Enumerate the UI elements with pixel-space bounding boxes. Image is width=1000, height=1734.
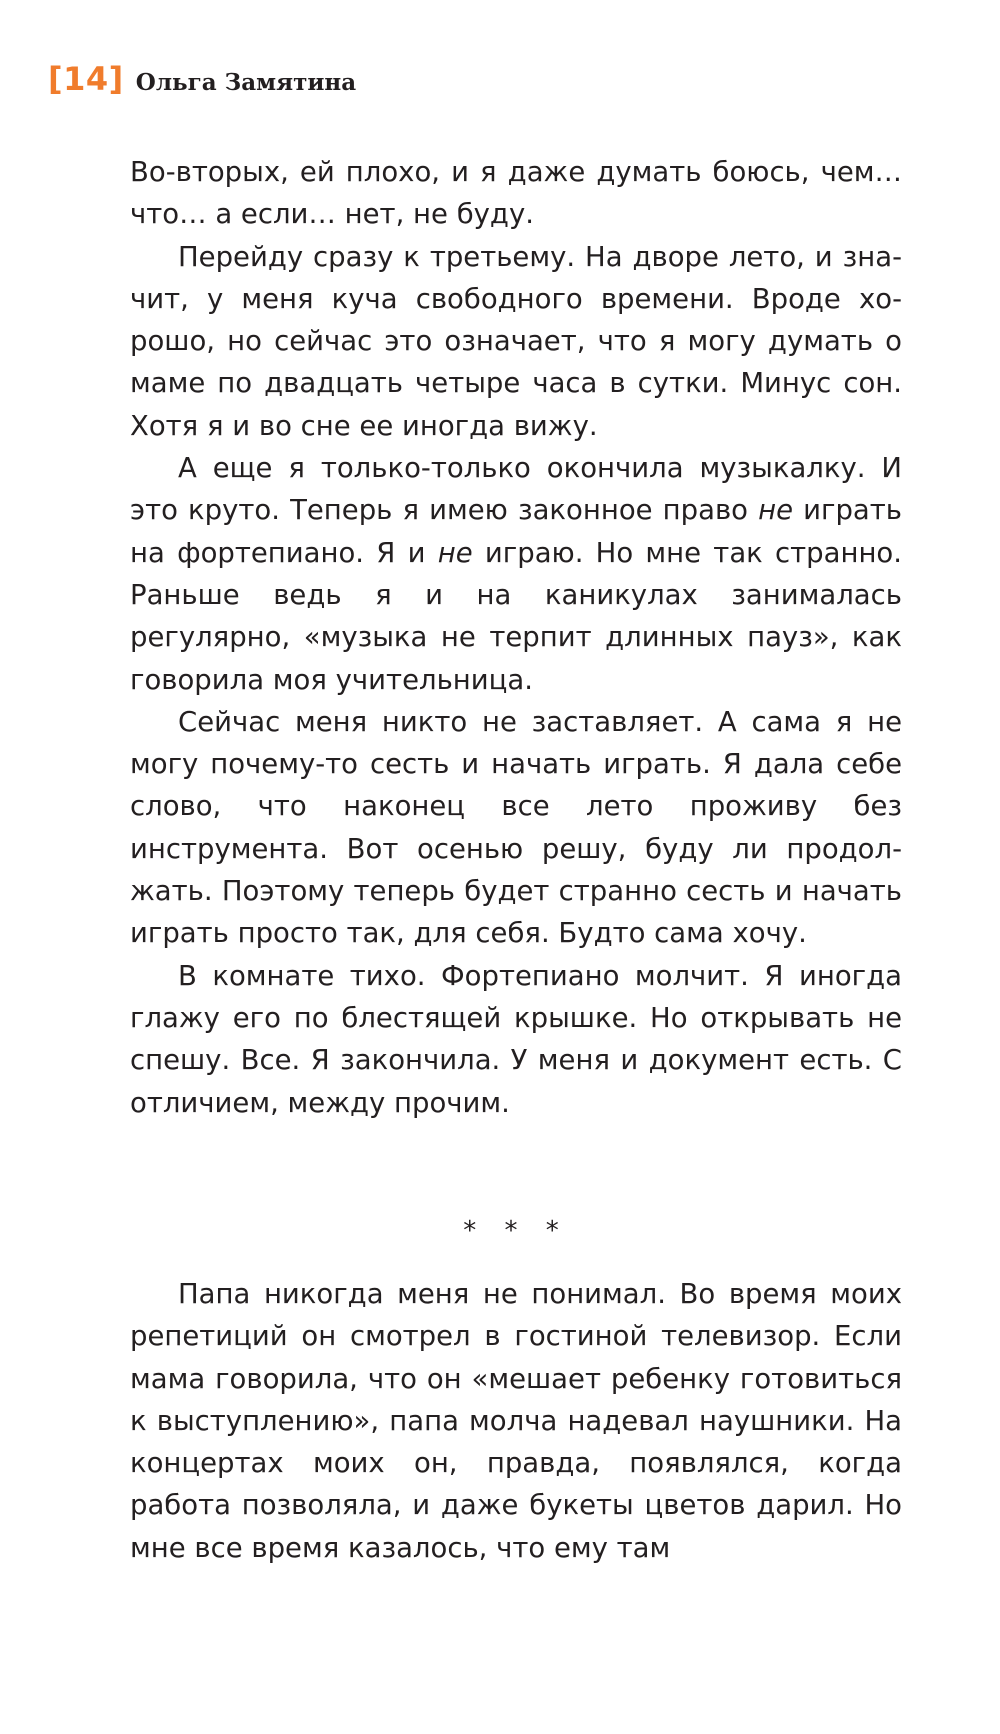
paragraph: Перейду сразу к третьему. На дворе лето, и значит, у меня куча свободного времени. Вроде хорошо, но сейчас это означает, что я могу думать о маме по двадцать четыре часа в сутки. Минус сон. Хотя я и во сне ее иногда вижу. [130, 240, 902, 442]
emphasis-text: не [437, 536, 473, 569]
author-name: Ольга Замятина [135, 69, 357, 96]
paragraph [130, 447, 902, 701]
paragraph-text: играть на фортепиано. Я и [130, 494, 902, 569]
text-section-2 [130, 1273, 902, 1569]
paragraph: Во-вторых, ей плохо, и я даже думать боюсь, чем… что… а если… нет, не буду. [130, 156, 902, 231]
section-separator: * * * [463, 1216, 569, 1246]
text-section-1 [130, 151, 902, 1124]
paragraph: Папа никогда меня не понимал. Во время моих репетиций он смотрел в гостиной телевизор. Если мама говорила, что он «мешает ребенку готовиться к выступлению», папа молча надевал наушники. На концертах моих он, правда, появлялся, когда работа позволяла, и даже букеты цветов дарил. Но мне все время казалось, что ему там [130, 1278, 902, 1564]
page-number: [14] [48, 60, 124, 98]
paragraph-text: играю. Но мне так странно. Раньше ведь я и на каникулах занималась регулярно, «музыка не терпит длинных пауз», как говорила моя учительница. [130, 536, 902, 696]
paragraph-text: А еще я только-только окончила музыкалку. И это круто. Теперь я имею законное право [130, 452, 902, 527]
emphasis-text: не [758, 494, 794, 527]
paragraph: В комнате тихо. Фортепиано молчит. Я иногда глажу его по блестящей крышке. Но открывать не спешу. Все. Я закончила. У меня и документ есть. С отличием, между прочим. [130, 959, 902, 1119]
page-header [48, 60, 356, 98]
paragraph: Сейчас меня никто не заставляет. А сама я не могу почему-то сесть и начать играть. Я дала себе слово, что наконец все лето проживу без инструмента. Вот осенью решу, буду ли продолжать. Поэтому теперь будет странно сесть и начать играть просто так, для себя. Будто сама хочу. [130, 705, 902, 950]
